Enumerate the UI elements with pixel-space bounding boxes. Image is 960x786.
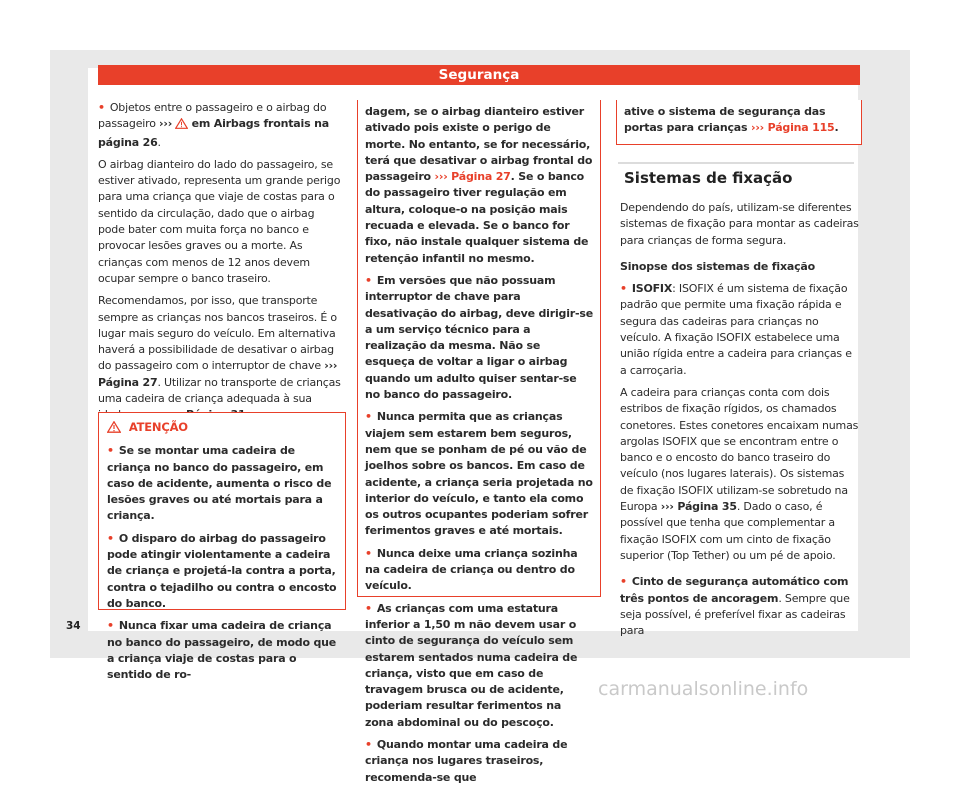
warning-item: • Quando montar uma cadeira de criança nos lugares traseiros, recomenda-se que — [365, 737, 593, 786]
section-title: Sistemas de fixação — [624, 169, 793, 187]
cross-reference-link[interactable]: em Airbags frontais na página 26 — [98, 117, 329, 149]
warning-box — [98, 412, 346, 682]
warning-item: • As crianças com uma estatura inferior a 1,50 m não devem usar o cinto de segurança do veículo sem estarem sentados numa cadeira de criança, visto que em caso de travagem brusca ou de acidente, poderiam resultar ferimentos na zona abdominal ou do pescoço. — [365, 601, 593, 731]
page-link[interactable]: ››› Página 27 — [434, 170, 511, 184]
paragraph-airbag: O airbag dianteiro do lado do passageiro, se estiver ativado, representa um grande perigo para uma criança que viaje de costas para o sentido da circulação, dado que o airbag pode bater com muita força no banco e provocar lesões graves ou a morte. As crianças com menos de 12 anos devem ocupar sempre o banco traseiro. — [98, 157, 341, 285]
section-divider — [618, 162, 854, 164]
warning-box-end — [616, 100, 862, 145]
warning-triangle-icon — [107, 421, 121, 437]
warning-item: • Nunca fixar uma cadeira de criança no banco do passageiro, de modo que a criança viaje de costas para o sentido de ro- — [107, 618, 337, 683]
column-right — [620, 200, 860, 645]
paragraph-recommendation: Recomendamos, por isso, que transporte sempre as crianças nos bancos traseiros. É o lugar mais seguro do veículo. Em alternativa haverá a possibilidade de desativar o airbag do passageiro com o interruptor de chave ››› Página 27. Utilizar no transporte de crianças uma cadeira de criança adequada à sua — [98, 293, 343, 423]
column-left — [98, 100, 343, 430]
paragraph-connectors: A cadeira para crianças conta com dois estribos de fixação rígidos, os chamados conetores. Estes conetores encaixam numas argolas ISOFIX que se encontram entre o banco e o encosto do banco traseiro do veículo (nos lugares laterais). Os sistemas de fixação ISOFIX utilizam-se sobretudo na Europa ››› Página 35. Dado o caso, é possível que tenha que complementar a fixação ISOFIX com um cinto de fixação superior (Top Tether) ou um pé de apoio. — [620, 385, 859, 562]
page-link[interactable]: ››› Página 35 — [660, 500, 737, 514]
subheading: Sinopse dos sistemas de fixação — [620, 259, 815, 273]
page-number: 34 — [66, 620, 81, 632]
warning-item: • Nunca deixe uma criança sozinha na cadeira de criança ou dentro do veículo. — [365, 546, 593, 595]
bullet-belt: • Cinto de segurança automático com três pontos de ancoragem. Sempre que seja possível, é preferível fixar as cadeiras para — [620, 574, 860, 639]
page-header: Segurança — [98, 65, 860, 85]
warning-item: ative o sistema de segurança das portas para crianças ››› Página 115. — [624, 105, 839, 135]
warning-title: ATENÇÃO — [107, 419, 337, 437]
warning-item: dagem, se o airbag dianteiro estiver ativado pois existe o perigo de morte. No entanto, se for necessário, terá que desativar o airbag frontal do passageiro ››› Página 27. Se o banco do passageiro tiver regulação em altura, coloque-o na posição mais recuada e elevada. Se o banco for fixo, não instale qualquer sistema de retenção infantil no mesmo. — [365, 105, 593, 265]
page-link[interactable]: ››› Página 115 — [751, 121, 835, 135]
warning-box-continued — [357, 100, 601, 784]
page-link[interactable]: ››› Página 27 — [98, 359, 338, 389]
warning-item: • Se se montar uma cadeira de criança no banco do passageiro, em caso de acidente, aumenta o risco de lesões graves ou até mortais para a criança. — [107, 443, 337, 524]
watermark: carmanualsonline.info — [598, 678, 809, 700]
warning-item: • O disparo do airbag do passageiro pode atingir violentamente a cadeira de criança e projetá-la contra a porta, contra o tejadilho ou contra o encosto do banco. — [107, 531, 337, 612]
bullet-objects: • Objetos entre o passageiro e o airbag do passageiro ››› em Airbags frontais na página 26. — [98, 100, 343, 151]
bullet-isofix: • ISOFIX: ISOFIX é um sistema de fixação padrão que permite uma fixação rápida e segura das cadeiras para crianças no veículo. A fixação ISOFIX estabelece uma união rígida entre a cadeira para crianças e a carroçaria. — [620, 281, 860, 379]
warning-item: • Nunca permita que as crianças viajem sem estarem bem seguros, nem que se ponham de pé ou vão de joelhos sobre os bancos. Em caso de acidente, a criança seria projetada no interior do veículo, e tanto ela como os outros ocupantes poderiam sofrer ferimentos graves e até mortais. — [365, 409, 593, 539]
warning-triangle-icon — [175, 118, 188, 134]
warning-item: • Em versões que não possuam interruptor de chave para desativação do airbag, deve dirigir-se a um serviço técnico para a realização da mesma. Não se esqueça de voltar a ligar o airbag quando um adulto quiser sentar-se no banco do passageiro. — [365, 273, 593, 403]
paragraph-intro: Dependendo do país, utilizam-se diferentes sistemas de fixação para montar as cadeiras para crianças de forma segura. — [620, 201, 859, 247]
